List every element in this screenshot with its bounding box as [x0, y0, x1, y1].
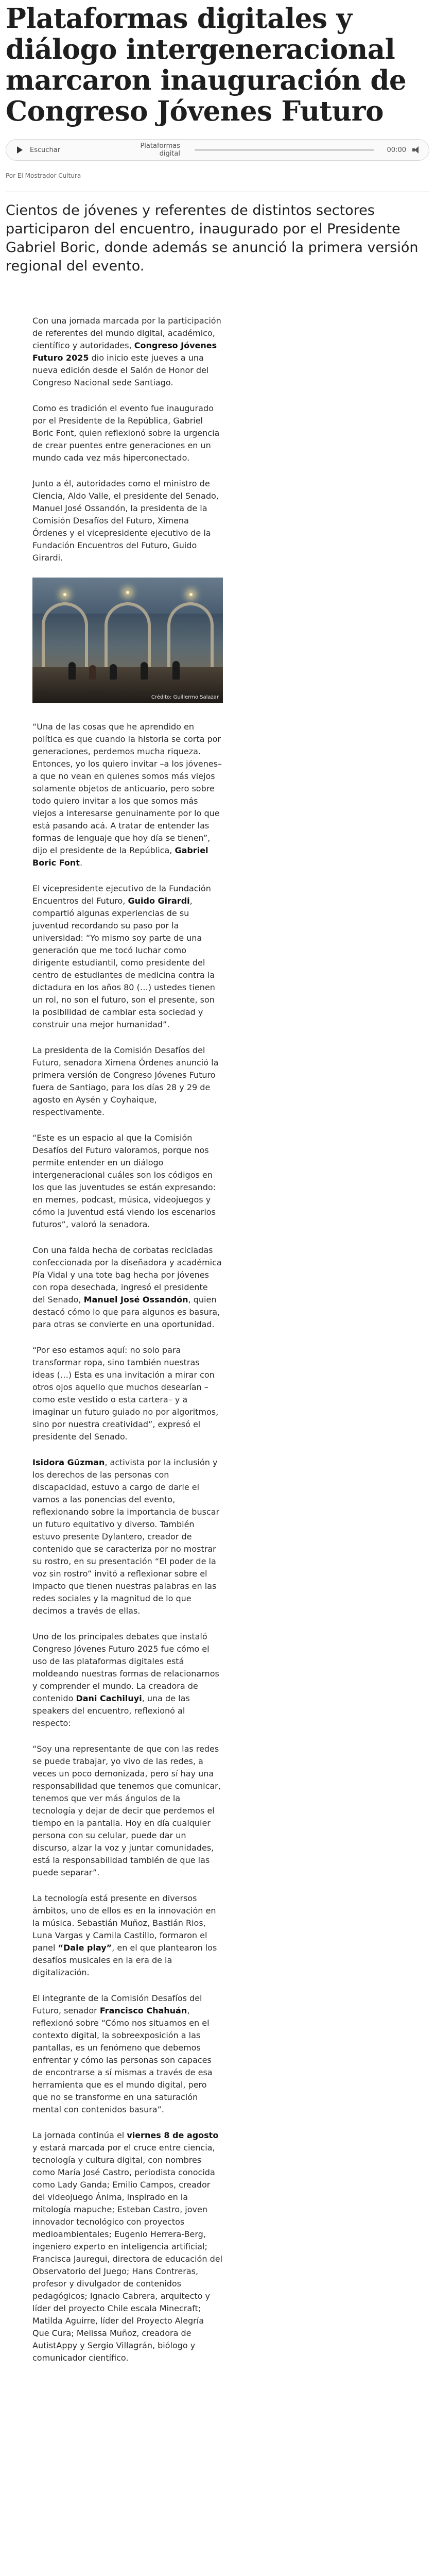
photo-light	[189, 593, 193, 596]
byline: Por El Mostrador Cultura	[6, 172, 81, 179]
paragraph-text: , una de las speakers del encuentro, reflexionó al respecto:	[32, 1693, 190, 1728]
paragraph-text: , reflexionó sobre “Cómo nos situamos en el contexto digital, la sobreexposición a las pantallas, es un fenómeno que debemos enfrentar y cómo las personas son capaces de encontrarse a sí mismas a través de esa herramienta que es el mundo digital, pero que no se transforme en una saturación mental con contenidos basura”.	[32, 2006, 213, 2114]
article-lead: Cientos de jóvenes y referentes de distintos sectores participaron del encuentro, inaugurado por el Presidente Gabriel Boric, donde además se anunció la primera versión regional del evento.	[6, 202, 419, 274]
photo-light	[63, 593, 66, 596]
photo-light	[126, 591, 129, 594]
paragraph-text: , en el que plantearon los desafíos musicales en la era de la digitalización.	[32, 1943, 217, 1977]
paragraph-bold-text: viernes 8 de agosto	[127, 2130, 219, 2140]
paragraph-text: Uno de los principales debates que instaló Congreso Jóvenes Futuro 2025 fue cómo el uso de las plataformas digitales está moldeando nuestras formas de relacionarnos y comprender el mundo. La creadora de contenido	[32, 1632, 219, 1703]
paragraph-text: La jornada continúa el	[32, 2130, 127, 2140]
paragraph-bold-text: Manuel José Ossandón	[83, 1295, 188, 1304]
paragraph-text: “Soy una representante de que con las redes se puede trabajar, yo vivo de las redes, a veces un poco demonizada, pero sí hay una responsabilidad que tenemos que comunicar, tenemos que ver más ángulos de la tecnología y dejar de decir que perdemos el tiempo en la pantalla. Hoy en día cualquier persona con su celular, puede dar un discurso, alzar la voz y juntar comunidades, está la responsabilidad también de que las puede separar”.	[32, 1744, 221, 1877]
article-paragraph	[32, 1992, 223, 2116]
article-paragraph	[32, 1344, 223, 1443]
play-icon[interactable]	[14, 145, 24, 155]
paragraph-text: El integrante de la Comisión Desafíos del Futuro, senador	[32, 1993, 202, 2015]
paragraph-text: El vicepresidente ejecutivo de la Fundación Encuentros del Futuro,	[32, 884, 211, 906]
article-photo	[32, 578, 223, 703]
audio-time: 00:00	[387, 146, 406, 154]
audio-listen-label: Escuchar	[30, 146, 61, 154]
photo-person	[172, 661, 180, 680]
article-paragraph	[32, 1892, 223, 1979]
article-paragraph	[32, 402, 223, 464]
photo-person	[110, 664, 117, 680]
article-paragraph	[32, 1244, 223, 1331]
photo-person	[68, 662, 76, 680]
article-paragraph	[32, 1743, 223, 1879]
paragraph-text: La presidenta de la Comisión Desafíos del Futuro, senadora Ximena Órdenes anunció la primera versión de Congreso Jóvenes Futuro fuera de Santiago, para los días 28 y 29 de agosto en Aysén y Coyhaique, respectivamente.	[32, 1045, 219, 1117]
article-paragraph	[32, 478, 223, 564]
paragraph-text: y estará marcada por el cruce entre ciencia, tecnología y cultura digital, con nombres como María José Castro, periodista conocida como Lady Ganda; Emilio Campos, creador del videojuego Ánima, inspirado en la mitología mapuche; Esteban Castro, joven innovador tecnológico con proyectos medioambientales; Eugenio Herrera-Berg, ingeniero experto en inteligencia artificial; Francisca Jauregui, directora de educación del Observatorio del Juego; Hans Contreras, profesor y divulgador de contenidos pedagógicos; Ignacio Cabrera, arquitecto y líder del proyecto Chile escala Minecraft; Matilda Aguirre, líder del Proyecto Alegría Que Cura; Melissa Muñoz, creadora de AutistAppy y Sergio Villagrán, biólogo y comunicador científico.	[32, 2143, 223, 2363]
paragraph-bold-text: “Dale play”	[58, 1943, 112, 1953]
article-paragraph	[32, 883, 223, 1031]
article-paragraph	[32, 1132, 223, 1231]
audio-progress-bar[interactable]	[195, 149, 374, 151]
photo-person	[89, 665, 96, 680]
paragraph-bold-text: Gabriel Boric Font	[32, 845, 208, 868]
paragraph-text: “Este es un espacio al que la Comisión Desafíos del Futuro valoramos, porque nos permite entender en un diálogo intergeneracional cuáles son los códigos en los que las juventudes se están expresando: en memes, podcast, música, videojuegos y cómo la juventud está viendo los escenarios futuros”, valoró la senadora.	[32, 1133, 216, 1229]
article-paragraph	[32, 1456, 223, 1617]
paragraph-text: dio inicio este jueves a una nueva edición desde el Salón de Honor del Congreso Nacional sede Santiago.	[32, 353, 209, 387]
paragraph-text: La tecnología está presente en diversos ámbitos, uno de ellos es en la innovación en la música. Sebastián Muñoz, Bastián Rios, Luna Vargas y Camila Castillo, formaron el panel	[32, 1893, 216, 1953]
photo-person	[141, 662, 148, 680]
paragraph-text: , activista por la inclusión y los derechos de las personas con discapacidad, estuvo a cargo de darle el vamos a las ponencias del evento, reflexionando sobre la importancia de buscar un futuro equitativo y diverso. También estuvo presente Dylantero, creador de contenido que se caracteriza por no mostrar su rostro, en su presentación “El poder de la voz sin rostro” invitó a reflexionar sobre el impacto que tienen nuestras palabras en las redes sociales y la magnitud de lo que decimos a través de ellas.	[32, 1458, 220, 1616]
paragraph-text: , quien destacó cómo lo que para algunos es basura, para otras se convierte en una oportunidad.	[32, 1295, 220, 1329]
paragraph-bold-text: Guido Girardi	[128, 896, 190, 906]
audio-player[interactable]	[6, 139, 429, 161]
article-paragraph	[32, 1044, 223, 1118]
paragraph-text: “Una de las cosas que he aprendido en política es que cuando la historia se corta por generaciones, perdemos mucha riqueza. Entonces, yo los quiero invitar –a los jóvenes– a que no vean en quienes somos más viejos solamente objetos de anticuario, pero sobre todo quiero invitar a los que somos más viejos a interesarse genuinamente por lo que está pasando acá. A tratar de entender las formas de lenguaje que hoy día se tienen”, dijo el presidente de la República,	[32, 722, 222, 855]
paragraph-text: , compartió algunas experiencias de su juventud recordando su paso por la universidad: “Yo mismo soy parte de una generación que me tocó luchar como dirigente estudiantil, como presidente del centro de estudiantes de medicina contra la dictadura en los años 80 (…) ustedes tienen un rol, no son el futuro, son el presente, son la posibilidad de cambiar esta sociedad y construir una mejor humanidad”.	[32, 896, 215, 1029]
paragraph-bold-text: Francisco Chahuán	[99, 2006, 187, 2015]
photo-credit: Crédito: Guillermo Salazar	[151, 694, 219, 700]
paragraph-text: .	[79, 858, 83, 868]
paragraph-bold-text: Dani Cachiluyi	[76, 1693, 142, 1703]
paragraph-bold-text: Congreso Jóvenes Futuro 2025	[32, 341, 217, 363]
volume-icon[interactable]	[412, 146, 421, 154]
paragraph-text: Como es tradición el evento fue inaugurado por el Presidente de la República, Gabriel Boric Font, quien reflexionó sobre la urgencia de crear puentes entre generaciones en un mundo cada vez más hiperconectado.	[32, 403, 220, 463]
paragraph-text: Con una falda hecha de corbatas recicladas confeccionada por la diseñadora y académica Pía Vidal y una tote bag hecha por jóvenes con ropa desechada, ingresó el presidente del Senado,	[32, 1245, 222, 1304]
article-title: Plataformas digitales y diálogo intergeneracional marcaron inauguración de Congreso Jóvenes Futuro	[6, 3, 407, 127]
paragraph-text: Junto a él, autoridades como el ministro de Ciencia, Aldo Valle, el presidente del Senado, Manuel José Ossandón, la presidenta de la Comisión Desafíos del Futuro, Ximena Órdenes y el vicepresidente ejecutivo de la Fundación Encuentros del Futuro, Guido Girardi.	[32, 479, 219, 563]
article-paragraph	[32, 315, 223, 389]
article-paragraph	[32, 2129, 223, 2364]
paragraph-text: “Por eso estamos aquí: no solo para transformar ropa, sino también nuestras ideas (…) Esta es una invitación a mirar con otros ojos aquello que muchos desearían –como este vestido o esta cartera– y a imaginar un futuro guiado no por algoritmos, sino por nuestra creatividad”, expresó el presidente del Senado.	[32, 1345, 219, 1442]
article-body	[32, 315, 223, 2364]
paragraph-text: Con una jornada marcada por la participación de referentes del mundo digital, académico, científico y autoridades,	[32, 316, 221, 350]
audio-title-label: Plataformas digital	[140, 142, 180, 158]
article-paragraph	[32, 721, 223, 869]
article-paragraph	[32, 1631, 223, 1730]
paragraph-bold-text: Isidora Güzman	[32, 1458, 105, 1467]
